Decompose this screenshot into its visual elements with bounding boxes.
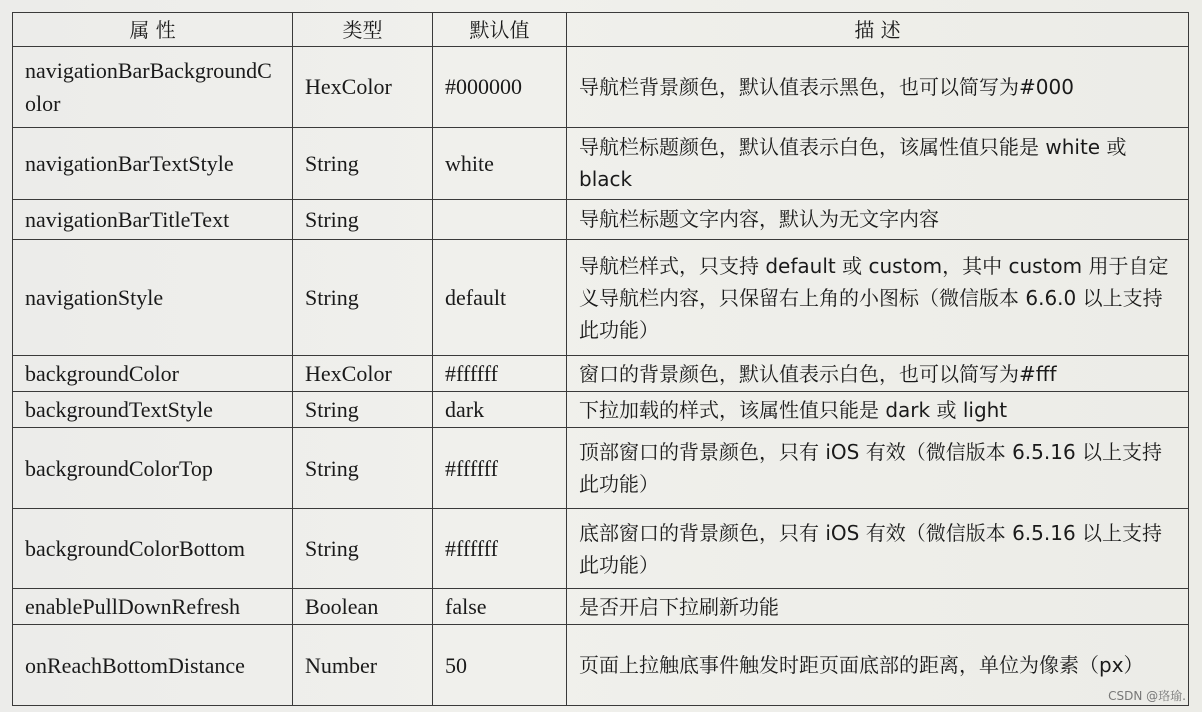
row-name: backgroundColor	[13, 356, 293, 392]
table-row	[13, 392, 1189, 428]
row-description: 导航栏背景颜色，默认值表示黑色，也可以简写为#000	[567, 47, 1189, 128]
row-default: white	[433, 127, 567, 199]
row-description: 导航栏样式，只支持 default 或 custom，其中 custom 用于自定义导航栏内容，只保留右上角的小图标（微信版本 6.6.0 以上支持此功能）	[567, 239, 1189, 356]
header-attribute: 属 性	[13, 13, 293, 47]
table-row	[13, 356, 1189, 392]
row-type: String	[293, 127, 433, 199]
row-type: String	[293, 508, 433, 589]
row-default: #ffffff	[433, 428, 567, 509]
row-name: navigationStyle	[13, 239, 293, 356]
row-default: dark	[433, 392, 567, 428]
row-name: enablePullDownRefresh	[13, 589, 293, 625]
row-name: onReachBottomDistance	[13, 625, 293, 706]
page-properties-table	[12, 12, 1189, 706]
row-type: String	[293, 199, 433, 239]
row-name: navigationBarTitleText	[13, 199, 293, 239]
row-type: HexColor	[293, 47, 433, 128]
row-default	[433, 199, 567, 239]
row-default: 50	[433, 625, 567, 706]
row-type: Boolean	[293, 589, 433, 625]
watermark-label: CSDN @珞瑜.	[1108, 689, 1186, 703]
row-default: #000000	[433, 47, 567, 128]
row-name: navigationBarBackgroundColor	[13, 47, 293, 128]
row-default: default	[433, 239, 567, 356]
header-type: 类型	[293, 13, 433, 47]
table-row	[13, 239, 1189, 356]
table-row	[13, 589, 1189, 625]
row-description: 窗口的背景颜色，默认值表示白色，也可以简写为#fff	[567, 356, 1189, 392]
table-row	[13, 508, 1189, 589]
header-default: 默认值	[433, 13, 567, 47]
row-type: String	[293, 239, 433, 356]
row-description: 下拉加载的样式，该属性值只能是 dark 或 light	[567, 392, 1189, 428]
table-row	[13, 127, 1189, 199]
row-type: String	[293, 428, 433, 509]
table-row	[13, 625, 1189, 706]
row-type: String	[293, 392, 433, 428]
row-default: #ffffff	[433, 508, 567, 589]
row-description: 底部窗口的背景颜色，只有 iOS 有效（微信版本 6.5.16 以上支持此功能）	[567, 508, 1189, 589]
table-row	[13, 47, 1189, 128]
row-name: backgroundTextStyle	[13, 392, 293, 428]
row-description: 导航栏标题颜色，默认值表示白色，该属性值只能是 white 或 black	[567, 127, 1189, 199]
row-description: 导航栏标题文字内容，默认为无文字内容	[567, 199, 1189, 239]
table-row	[13, 199, 1189, 239]
row-name: backgroundColorTop	[13, 428, 293, 509]
row-name: navigationBarTextStyle	[13, 127, 293, 199]
row-description: 是否开启下拉刷新功能	[567, 589, 1189, 625]
row-description: 页面上拉触底事件触发时距页面底部的距离，单位为像素（px）	[567, 625, 1189, 706]
header-description: 描 述	[567, 13, 1189, 47]
row-name: backgroundColorBottom	[13, 508, 293, 589]
row-description: 顶部窗口的背景颜色，只有 iOS 有效（微信版本 6.5.16 以上支持此功能）	[567, 428, 1189, 509]
table-row	[13, 428, 1189, 509]
row-type: Number	[293, 625, 433, 706]
row-type: HexColor	[293, 356, 433, 392]
row-default: #ffffff	[433, 356, 567, 392]
row-default: false	[433, 589, 567, 625]
table-header-row	[13, 13, 1189, 47]
